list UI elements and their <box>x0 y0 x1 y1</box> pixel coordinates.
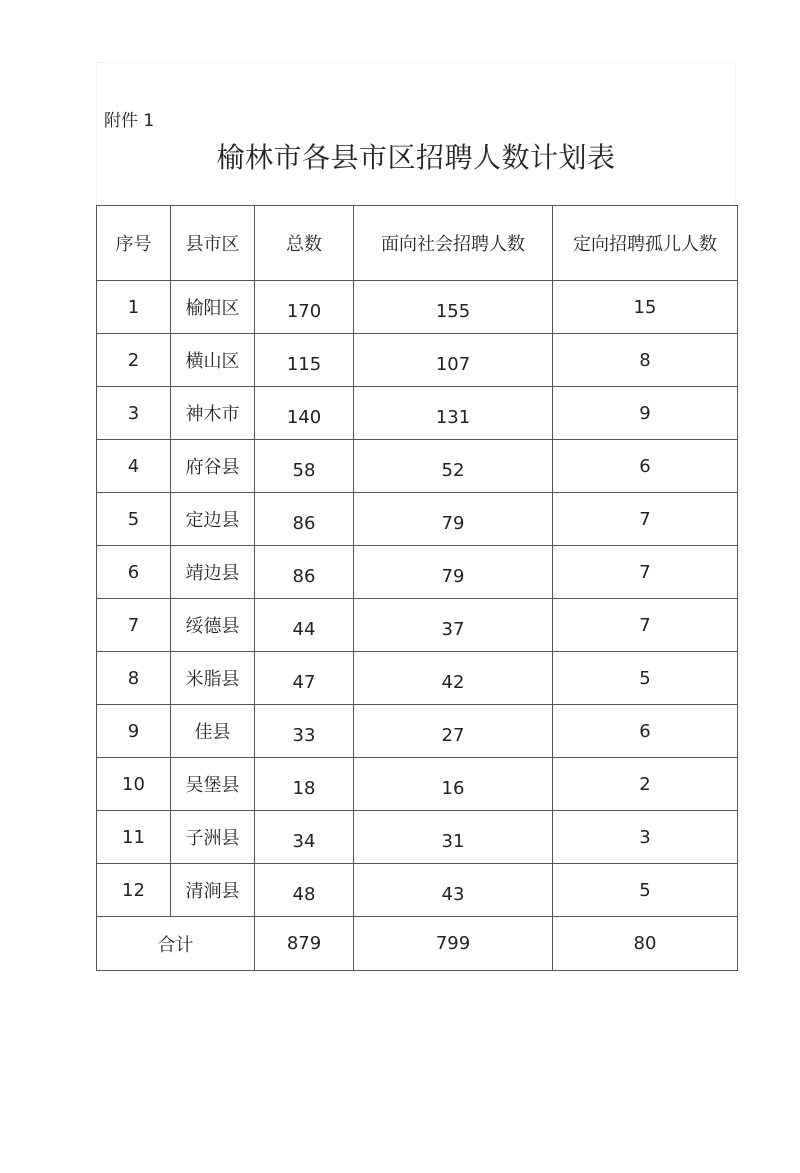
cell-value: 27 <box>441 724 465 746</box>
cell-total <box>255 758 354 811</box>
table-row <box>97 493 738 546</box>
cell-county: 吴堡县 <box>171 758 255 811</box>
cell-county: 米脂县 <box>171 652 255 705</box>
table-row <box>97 811 738 864</box>
cell-total <box>255 811 354 864</box>
cell-public <box>354 864 553 917</box>
cell-total <box>255 334 354 387</box>
cell-county: 佳县 <box>171 705 255 758</box>
page-title: 榆林市各县市区招聘人数计划表 <box>216 141 616 174</box>
header-orphan: 定向招聘孤儿人数 <box>553 206 738 281</box>
cell-public <box>354 334 553 387</box>
cell-index: 1 <box>97 281 171 334</box>
table-row <box>97 758 738 811</box>
cell-county: 绥德县 <box>171 599 255 652</box>
cell-value: 140 <box>286 406 322 428</box>
cell-county: 横山区 <box>171 334 255 387</box>
cell-county: 府谷县 <box>171 440 255 493</box>
cell-index: 11 <box>97 811 171 864</box>
header-public: 面向社会招聘人数 <box>354 206 553 281</box>
cell-orphan: 3 <box>553 811 738 864</box>
cell-index: 5 <box>97 493 171 546</box>
cell-value: 44 <box>292 618 316 640</box>
table-header-row <box>97 206 738 281</box>
cell-orphan: 8 <box>553 334 738 387</box>
header-total: 总数 <box>255 206 354 281</box>
cell-value: 37 <box>441 618 465 640</box>
cell-value: 43 <box>441 883 465 905</box>
table-row <box>97 440 738 493</box>
cell-county: 子洲县 <box>171 811 255 864</box>
cell-index: 12 <box>97 864 171 917</box>
cell-value: 131 <box>435 406 471 428</box>
cell-total <box>255 864 354 917</box>
cell-public <box>354 652 553 705</box>
cell-total <box>255 705 354 758</box>
cell-orphan: 2 <box>553 758 738 811</box>
cell-total <box>255 546 354 599</box>
total-label: 合计 <box>97 917 255 971</box>
cell-orphan: 6 <box>553 440 738 493</box>
table-row <box>97 387 738 440</box>
cell-index: 9 <box>97 705 171 758</box>
cell-county: 神木市 <box>171 387 255 440</box>
cell-total <box>255 599 354 652</box>
cell-value: 79 <box>441 512 465 534</box>
cell-index: 6 <box>97 546 171 599</box>
cell-orphan: 5 <box>553 864 738 917</box>
cell-total <box>255 440 354 493</box>
cell-value: 52 <box>441 459 465 481</box>
cell-public <box>354 705 553 758</box>
cell-public <box>354 493 553 546</box>
cell-value: 115 <box>286 353 322 375</box>
cell-value: 58 <box>292 459 316 481</box>
cell-index: 8 <box>97 652 171 705</box>
cell-index: 10 <box>97 758 171 811</box>
recruitment-table <box>96 205 738 971</box>
cell-value: 170 <box>286 300 322 322</box>
cell-orphan: 7 <box>553 599 738 652</box>
table-row <box>97 652 738 705</box>
cell-public <box>354 440 553 493</box>
cell-public <box>354 758 553 811</box>
cell-total <box>255 652 354 705</box>
cell-value: 47 <box>292 671 316 693</box>
cell-index: 7 <box>97 599 171 652</box>
cell-index: 3 <box>97 387 171 440</box>
cell-county: 定边县 <box>171 493 255 546</box>
cell-county: 榆阳区 <box>171 281 255 334</box>
attachment-label: 附件 1 <box>104 111 155 131</box>
cell-total <box>255 387 354 440</box>
page-frame <box>96 62 736 205</box>
table-row <box>97 705 738 758</box>
cell-public <box>354 546 553 599</box>
total-sum: 879 <box>255 917 354 971</box>
table-row <box>97 546 738 599</box>
table-row <box>97 599 738 652</box>
total-row <box>97 917 738 971</box>
cell-value: 31 <box>441 830 465 852</box>
header-index: 序号 <box>97 206 171 281</box>
cell-orphan: 15 <box>553 281 738 334</box>
header-county: 县市区 <box>171 206 255 281</box>
cell-value: 18 <box>292 777 316 799</box>
cell-value: 42 <box>441 671 465 693</box>
cell-orphan: 6 <box>553 705 738 758</box>
cell-public <box>354 811 553 864</box>
table-row <box>97 864 738 917</box>
cell-total <box>255 281 354 334</box>
cell-value: 33 <box>292 724 316 746</box>
cell-value: 155 <box>435 300 471 322</box>
cell-value: 79 <box>441 565 465 587</box>
total-public: 799 <box>354 917 553 971</box>
cell-value: 86 <box>292 565 316 587</box>
cell-value: 16 <box>441 777 465 799</box>
cell-value: 48 <box>292 883 316 905</box>
cell-value: 34 <box>292 830 316 852</box>
total-orphan: 80 <box>553 917 738 971</box>
cell-public <box>354 387 553 440</box>
cell-orphan: 5 <box>553 652 738 705</box>
cell-public <box>354 281 553 334</box>
table-row <box>97 281 738 334</box>
cell-index: 4 <box>97 440 171 493</box>
cell-public <box>354 599 553 652</box>
cell-orphan: 9 <box>553 387 738 440</box>
cell-county: 清涧县 <box>171 864 255 917</box>
cell-value: 86 <box>292 512 316 534</box>
table-row <box>97 334 738 387</box>
cell-value: 107 <box>435 353 471 375</box>
cell-orphan: 7 <box>553 493 738 546</box>
cell-county: 靖边县 <box>171 546 255 599</box>
cell-index: 2 <box>97 334 171 387</box>
cell-total <box>255 493 354 546</box>
cell-orphan: 7 <box>553 546 738 599</box>
